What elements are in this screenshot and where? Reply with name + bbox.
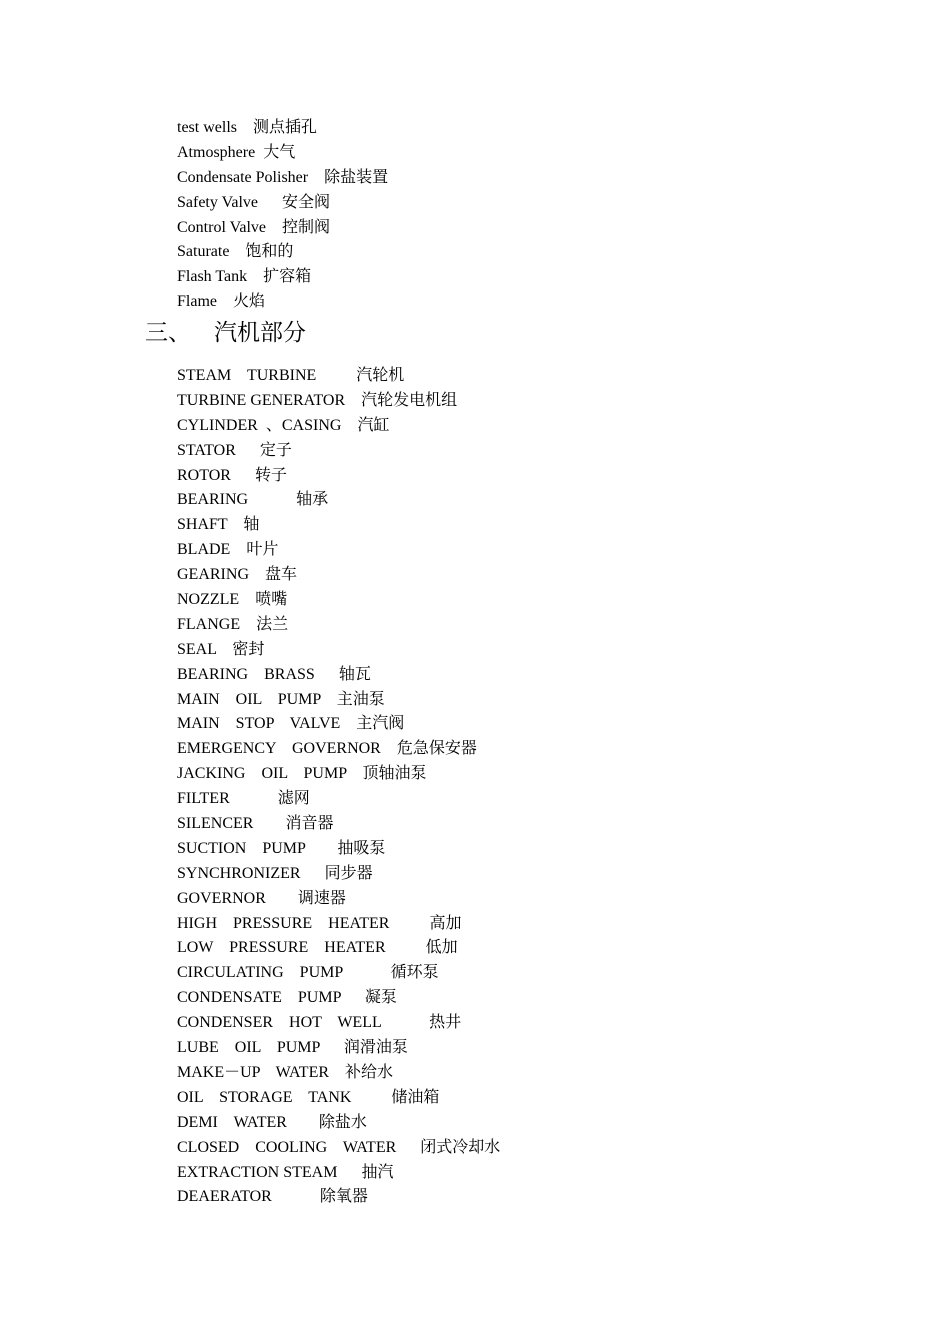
term-cn: 控制阀 xyxy=(282,218,331,236)
term-cn: 轴 xyxy=(243,516,260,534)
term-en: Condensate Polisher xyxy=(177,168,325,186)
glossary-entry xyxy=(177,812,500,837)
term-cn: 储油箱 xyxy=(391,1088,440,1106)
term-en: FLANGE xyxy=(177,615,257,633)
term-cn: 同步器 xyxy=(324,864,373,882)
term-en: STATOR xyxy=(177,441,260,459)
glossary-entry xyxy=(177,538,500,563)
glossary-entry xyxy=(177,613,500,638)
term-en: FILTER xyxy=(177,790,278,808)
term-cn: 抽汽 xyxy=(361,1163,394,1181)
term-cn: 法兰 xyxy=(256,615,289,633)
term-cn: 轴瓦 xyxy=(338,665,371,683)
term-en: SEAL xyxy=(177,640,233,658)
glossary-entry xyxy=(177,464,500,489)
term-cn: 除盐水 xyxy=(318,1113,367,1131)
glossary-entry xyxy=(177,837,500,862)
term-cn: 转子 xyxy=(254,466,287,484)
term-cn: 循环泵 xyxy=(390,964,439,982)
term-cn: 凝泵 xyxy=(364,989,397,1007)
term-en: ROTOR xyxy=(177,466,255,484)
term-cn: 大气 xyxy=(263,143,296,161)
glossary-entry xyxy=(177,1185,500,1210)
glossary-entry xyxy=(177,712,500,737)
glossary-list-previous xyxy=(177,116,388,315)
glossary-entry xyxy=(177,961,500,986)
glossary-entry xyxy=(177,389,500,414)
term-en: SHAFT xyxy=(177,516,244,534)
glossary-entry xyxy=(177,1161,500,1186)
term-en: BEARING xyxy=(177,491,297,509)
term-en: DEMI WATER xyxy=(177,1113,319,1131)
term-en: MAIN STOP VALVE xyxy=(177,715,357,733)
term-en: TURBINE GENERATOR xyxy=(177,391,362,409)
term-cn: 喷嘴 xyxy=(255,591,288,609)
glossary-entry xyxy=(177,240,388,265)
term-en: LUBE OIL PUMP xyxy=(177,1039,344,1057)
term-cn: 饱和的 xyxy=(245,243,294,261)
term-cn: 叶片 xyxy=(246,541,279,559)
term-cn: 顶轴油泵 xyxy=(362,765,427,783)
glossary-entry xyxy=(177,862,500,887)
glossary-entry xyxy=(177,936,500,961)
term-cn: 低加 xyxy=(425,939,458,957)
term-en: Safety Valve xyxy=(177,193,283,211)
section-title: 汽机部分 xyxy=(214,320,306,345)
term-en: CONDENSATE PUMP xyxy=(177,989,365,1007)
term-cn: 滤网 xyxy=(277,790,310,808)
term-cn: 消音器 xyxy=(285,815,334,833)
glossary-entry xyxy=(177,1011,500,1036)
term-cn: 除盐装置 xyxy=(324,168,389,186)
term-en: Saturate xyxy=(177,243,246,261)
term-en: HIGH PRESSURE HEATER xyxy=(177,914,430,932)
glossary-entry xyxy=(177,737,500,762)
glossary-entry xyxy=(177,887,500,912)
term-cn: 测点插孔 xyxy=(253,119,318,136)
glossary-entry xyxy=(177,688,500,713)
glossary-entry xyxy=(177,638,500,663)
term-cn: 扩容箱 xyxy=(263,268,312,286)
glossary-entry xyxy=(177,116,388,141)
term-cn: 除氧器 xyxy=(319,1188,368,1206)
term-en: JACKING OIL PUMP xyxy=(177,765,363,783)
term-cn: 主汽阀 xyxy=(356,715,405,733)
term-en: OIL STORAGE TANK xyxy=(177,1088,392,1106)
term-cn: 危急保安器 xyxy=(396,740,477,758)
term-en: DEAERATOR xyxy=(177,1188,320,1206)
term-en: CLOSED COOLING WATER xyxy=(177,1138,421,1156)
glossary-entry xyxy=(177,439,500,464)
term-cn: 火焰 xyxy=(233,293,266,311)
term-en: GOVERNOR xyxy=(177,889,298,907)
glossary-entry xyxy=(177,563,500,588)
term-cn: 汽缸 xyxy=(357,416,390,434)
glossary-entry xyxy=(177,265,388,290)
glossary-entry xyxy=(177,290,388,315)
term-en: EXTRACTION STEAM xyxy=(177,1163,362,1181)
term-en: LOW PRESSURE HEATER xyxy=(177,939,426,957)
term-cn: 盘车 xyxy=(265,566,298,584)
glossary-entry xyxy=(177,1086,500,1111)
term-cn: 汽轮发电机组 xyxy=(361,391,458,409)
term-en: STEAM TURBINE xyxy=(177,367,357,384)
glossary-entry xyxy=(177,912,500,937)
term-en: Control Valve xyxy=(177,218,283,236)
glossary-entry xyxy=(177,141,388,166)
term-en: Flash Tank xyxy=(177,268,264,286)
glossary-entry xyxy=(177,191,388,216)
glossary-entry xyxy=(177,488,500,513)
glossary-entry xyxy=(177,166,388,191)
term-en: Atmosphere xyxy=(177,143,264,161)
glossary-entry xyxy=(177,1061,500,1086)
term-en: BLADE xyxy=(177,541,247,559)
glossary-entry xyxy=(177,414,500,439)
glossary-list-turbine xyxy=(177,364,500,1210)
glossary-entry xyxy=(177,1036,500,1061)
term-cn: 安全阀 xyxy=(282,193,331,211)
term-en: CONDENSER HOT WELL xyxy=(177,1014,430,1032)
section-heading xyxy=(145,318,306,348)
term-cn: 定子 xyxy=(259,441,292,459)
term-cn: 抽吸泵 xyxy=(337,839,386,857)
glossary-entry xyxy=(177,1111,500,1136)
term-en: SUCTION PUMP xyxy=(177,839,338,857)
term-en: BEARING BRASS xyxy=(177,665,339,683)
term-en: SYNCHRONIZER xyxy=(177,864,325,882)
glossary-entry xyxy=(177,588,500,613)
term-en: test wells xyxy=(177,119,253,136)
term-en: CYLINDER 、CASING xyxy=(177,416,358,434)
term-cn: 调速器 xyxy=(297,889,346,907)
term-cn: 补给水 xyxy=(345,1063,394,1081)
term-cn: 润滑油泵 xyxy=(343,1039,408,1057)
glossary-entry xyxy=(177,364,500,389)
glossary-entry xyxy=(177,513,500,538)
term-en: NOZZLE xyxy=(177,591,256,609)
term-cn: 密封 xyxy=(232,640,265,658)
term-en: MAIN OIL PUMP xyxy=(177,690,337,708)
term-cn: 轴承 xyxy=(296,491,329,509)
term-cn: 热井 xyxy=(429,1014,462,1032)
term-cn: 主油泵 xyxy=(336,690,385,708)
glossary-entry xyxy=(177,663,500,688)
term-cn: 闭式冷却水 xyxy=(420,1138,501,1156)
glossary-entry xyxy=(177,216,388,241)
term-cn: 高加 xyxy=(429,914,462,932)
glossary-entry xyxy=(177,1136,500,1161)
glossary-entry xyxy=(177,787,500,812)
term-en: MAKE－UP WATER xyxy=(177,1063,346,1081)
term-en: GEARING xyxy=(177,566,265,584)
term-en: EMERGENCY GOVERNOR xyxy=(177,740,397,758)
term-en: Flame xyxy=(177,293,233,311)
term-en: SILENCER xyxy=(177,815,286,833)
section-number: 三、 xyxy=(145,320,191,345)
term-en: CIRCULATING PUMP xyxy=(177,964,391,982)
glossary-entry xyxy=(177,762,500,787)
glossary-entry xyxy=(177,986,500,1011)
term-cn: 汽轮机 xyxy=(356,367,405,384)
